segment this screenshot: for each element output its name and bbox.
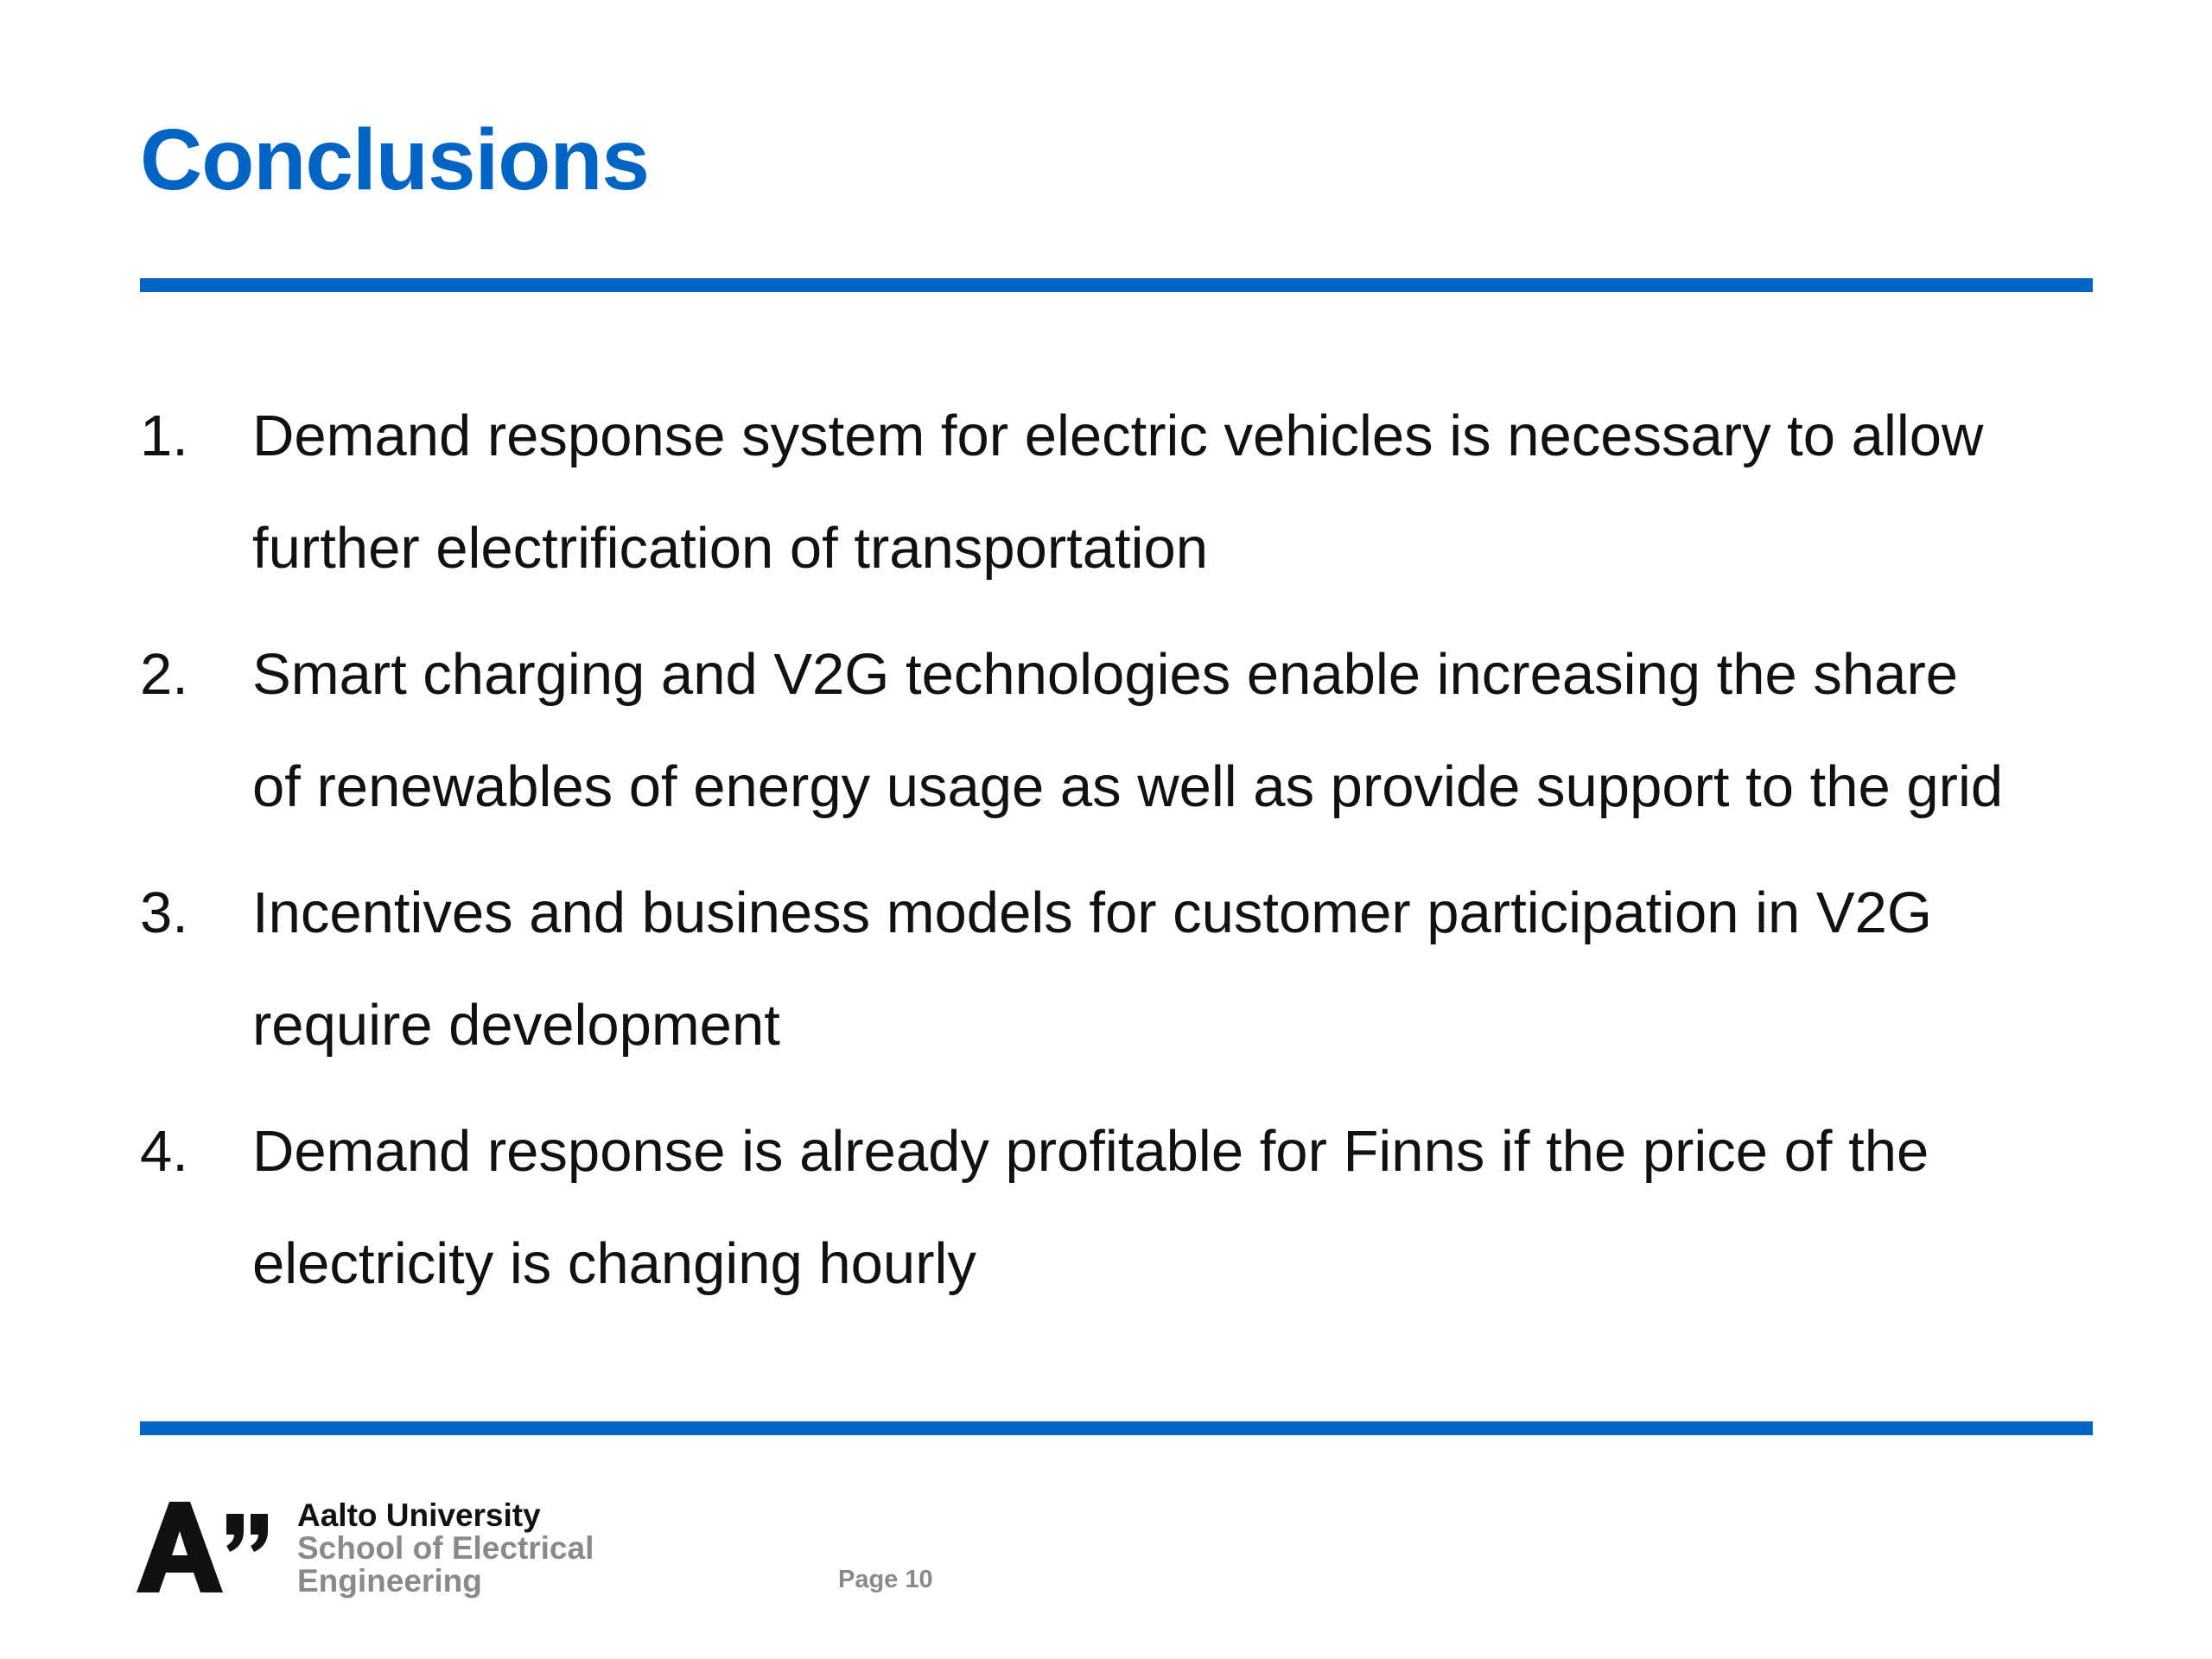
- item-text-line: Demand response is already profitable for Finns if the price of the: [252, 1119, 1929, 1184]
- list-item: [140, 380, 2127, 605]
- page-number: Page 10: [838, 1566, 933, 1593]
- item-text-line: further electrification of transportation: [252, 516, 1209, 581]
- item-number: 4.: [140, 1119, 188, 1184]
- item-text-line: Incentives and business models for customer participation in V2G: [252, 880, 1932, 945]
- list-item: [140, 857, 2127, 1082]
- item-text-line: of renewables of energy usage as well as provide support to the grid: [252, 754, 2004, 819]
- item-text-line: Demand response system for electric vehicles is necessary to allow: [252, 404, 1984, 468]
- item-number: 3.: [140, 880, 188, 945]
- organization-name: [297, 1499, 594, 1598]
- item-number: 2.: [140, 642, 188, 707]
- list-item: [140, 1096, 2127, 1320]
- item-text-line: electricity is changing hourly: [252, 1231, 976, 1296]
- org-line: Aalto University: [297, 1497, 541, 1533]
- slide-title: Conclusions: [140, 111, 650, 208]
- org-line: Engineering: [297, 1563, 482, 1599]
- item-text-line: require development: [252, 993, 780, 1058]
- item-number: 1.: [140, 404, 188, 468]
- list-item: [140, 619, 2127, 843]
- aalto-logo-icon: [137, 1502, 275, 1597]
- org-line: School of Electrical: [297, 1530, 594, 1566]
- bottom-divider: [140, 1421, 2093, 1435]
- top-divider: [140, 278, 2093, 292]
- conclusions-list: [140, 380, 2127, 1334]
- item-text-line: Smart charging and V2G technologies enable increasing the share: [252, 642, 1959, 707]
